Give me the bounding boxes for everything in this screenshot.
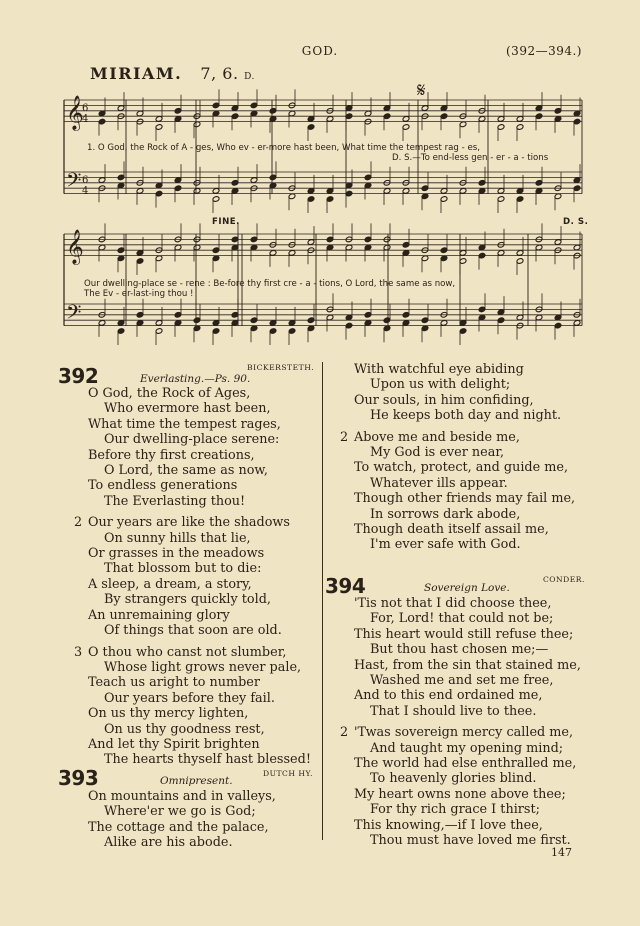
- tune-name: MIRIAM.: [90, 64, 183, 83]
- hymn-line: I'm ever safe with God.: [370, 537, 521, 553]
- hymn-line: Whose light grows never pale,: [104, 659, 302, 675]
- hymn-line: To endless generations: [88, 478, 238, 494]
- svg-text:6: 6: [82, 102, 89, 114]
- segno-icon: 𝄋: [417, 78, 426, 102]
- verse-number: 3: [74, 644, 83, 660]
- page-number: 147: [551, 846, 572, 859]
- hymn-394-text: [340, 596, 581, 849]
- svg-text:𝄢: 𝄢: [66, 168, 82, 197]
- hymn-number-393: 393: [58, 766, 99, 790]
- hymn-line: Washed me and set me free,: [370, 673, 554, 689]
- verse-number: 2: [340, 429, 349, 445]
- svg-text:4: 4: [82, 185, 89, 197]
- hymn-line: O God, the Rock of Ages,: [88, 386, 251, 401]
- hymn-title-394: Sovereign Love.: [424, 582, 510, 594]
- hymn-line: Whatever ills appear.: [370, 475, 508, 491]
- hymn-line: My God is ever near,: [370, 445, 505, 461]
- fine-mark: FINE.: [212, 217, 240, 227]
- hymn-range-header: (392—394.): [506, 44, 582, 58]
- hymn-number-394: 394: [325, 574, 366, 598]
- tune-meter: 7, 6. D.: [200, 64, 255, 83]
- hymn-line: Where'er we go is God;: [104, 804, 256, 820]
- hymn-line: Our souls, in him confiding,: [354, 392, 534, 408]
- hymn-line: The Everlasting thou!: [104, 493, 246, 509]
- hymn-line: 2 Above me and beside me,: [340, 429, 520, 445]
- hymn-line: For, Lord! that could not be;: [370, 611, 554, 627]
- svg-text:4: 4: [82, 113, 89, 125]
- hymn-line: But thou hast chosen me;—: [370, 642, 549, 658]
- svg-text:𝄞: 𝄞: [66, 229, 84, 265]
- hymn-author-392: BICKERSTETH.: [247, 363, 315, 372]
- hymn-line: On sunny hills that lie,: [104, 530, 251, 546]
- hymn-line: Alike are his abode.: [104, 835, 233, 851]
- hymn-number-392: 392: [58, 364, 99, 388]
- section-header: GOD.: [301, 44, 339, 58]
- tune-title: [90, 64, 255, 83]
- hymn-line: And let thy Spirit brighten: [88, 736, 260, 752]
- hymn-line: The hearts thyself hast blessed!: [104, 752, 311, 768]
- hymn-line: Upon us with delight;: [370, 377, 511, 393]
- hymn-line: That blossom but to die:: [104, 561, 262, 577]
- ds-mark: D. S.: [563, 217, 589, 227]
- hymn-line: 2 'Twas sovereign mercy called me,: [340, 725, 574, 741]
- music-lyric-row1-line2: D. S.—To end-less gen - er - a - tions: [392, 153, 549, 163]
- hymn-line: For thy rich grace I thirst;: [370, 802, 540, 818]
- hymn-line: Though other friends may fail me,: [354, 491, 576, 507]
- hymn-line: O Lord, the same as now,: [104, 463, 268, 479]
- svg-text:𝄢: 𝄢: [66, 300, 82, 329]
- hymn-line: That I should live to thee.: [370, 703, 537, 719]
- hymn-line: Though death itself assail me,: [354, 522, 549, 538]
- hymn-author-393: DUTCH HY.: [263, 769, 313, 778]
- hymn-line: Before thy first creations,: [88, 447, 255, 463]
- hymn-393-text: [88, 789, 276, 851]
- hymn-line: This knowing,—if I love thee,: [354, 817, 543, 833]
- hymn-line: A sleep, a dream, a story,: [88, 576, 252, 592]
- hymn-392-text: [74, 386, 311, 768]
- hymn-line: To watch, protect, and guide me,: [354, 460, 569, 476]
- hymn-line: On mountains and in valleys,: [88, 789, 276, 804]
- svg-text:𝄞: 𝄞: [66, 95, 84, 131]
- hymn-line: 'Tis not that I did choose thee,: [354, 596, 552, 611]
- hymn-line: My heart owns none above thee;: [354, 786, 566, 802]
- hymn-line: On us thy goodness rest,: [104, 721, 265, 737]
- hymn-line: Our dwelling-place serene:: [104, 432, 280, 448]
- music-lyric-row2-line2: The Ev - er-last-ing thou !: [84, 289, 194, 299]
- hymn-line: And to this end ordained me,: [354, 688, 543, 704]
- hymn-line: To heavenly glories blind.: [370, 771, 537, 787]
- hymn-title-393: Omnipresent.: [160, 775, 233, 787]
- music-lyric-row2-line1: Our dwelling-place se - rene : Be-fore thy first cre - a - tions, O Lord, the same as now,: [84, 279, 456, 289]
- hymn-line: Or grasses in the meadows: [88, 546, 265, 562]
- hymn-line: This heart would still refuse thee;: [354, 626, 574, 642]
- hymn-line: With watchful eye abiding: [354, 362, 524, 377]
- hymn-line: Our years before they fail.: [104, 690, 275, 706]
- hymn-line: By strangers quickly told,: [104, 592, 271, 608]
- hymn-line: 3 O thou who canst not slumber,: [74, 644, 287, 660]
- hymn-author-394: CONDER.: [543, 575, 585, 584]
- hymn-line: An unremaining glory: [88, 607, 230, 623]
- hymn-line: 2 Our years are like the shadows: [74, 515, 290, 531]
- hymn-393-continued: [340, 362, 576, 553]
- svg-text:6: 6: [82, 174, 89, 186]
- hymn-line: What time the tempest rages,: [88, 416, 281, 432]
- hymn-line: Who evermore hast been,: [104, 401, 271, 417]
- hymn-line: Hast, from the sin that stained me,: [354, 657, 581, 673]
- hymn-line: And taught my opening mind;: [370, 740, 564, 756]
- hymn-title-392: Everlasting.—Ps. 90.: [140, 373, 251, 385]
- music-score: [58, 82, 588, 362]
- hymn-line: The world had else enthralled me,: [354, 756, 577, 772]
- music-lyric-row1-line1: 1. O God, the Rock of A - ges, Who ev - er-more hast been, What time the tempest rag - es,: [87, 143, 480, 153]
- hymn-line: He keeps both day and night.: [370, 408, 562, 424]
- verse-number: 2: [340, 725, 349, 741]
- column-divider: [322, 362, 323, 840]
- hymn-line: Teach us aright to number: [88, 675, 260, 691]
- hymn-line: On us thy mercy lighten,: [88, 706, 249, 722]
- hymn-line: Thou must have loved me first.: [370, 833, 571, 849]
- hymn-line: The cottage and the palace,: [88, 819, 269, 835]
- hymn-line: Of things that soon are old.: [104, 623, 282, 639]
- hymn-line: In sorrows dark abode,: [370, 506, 521, 522]
- verse-number: 2: [74, 515, 83, 531]
